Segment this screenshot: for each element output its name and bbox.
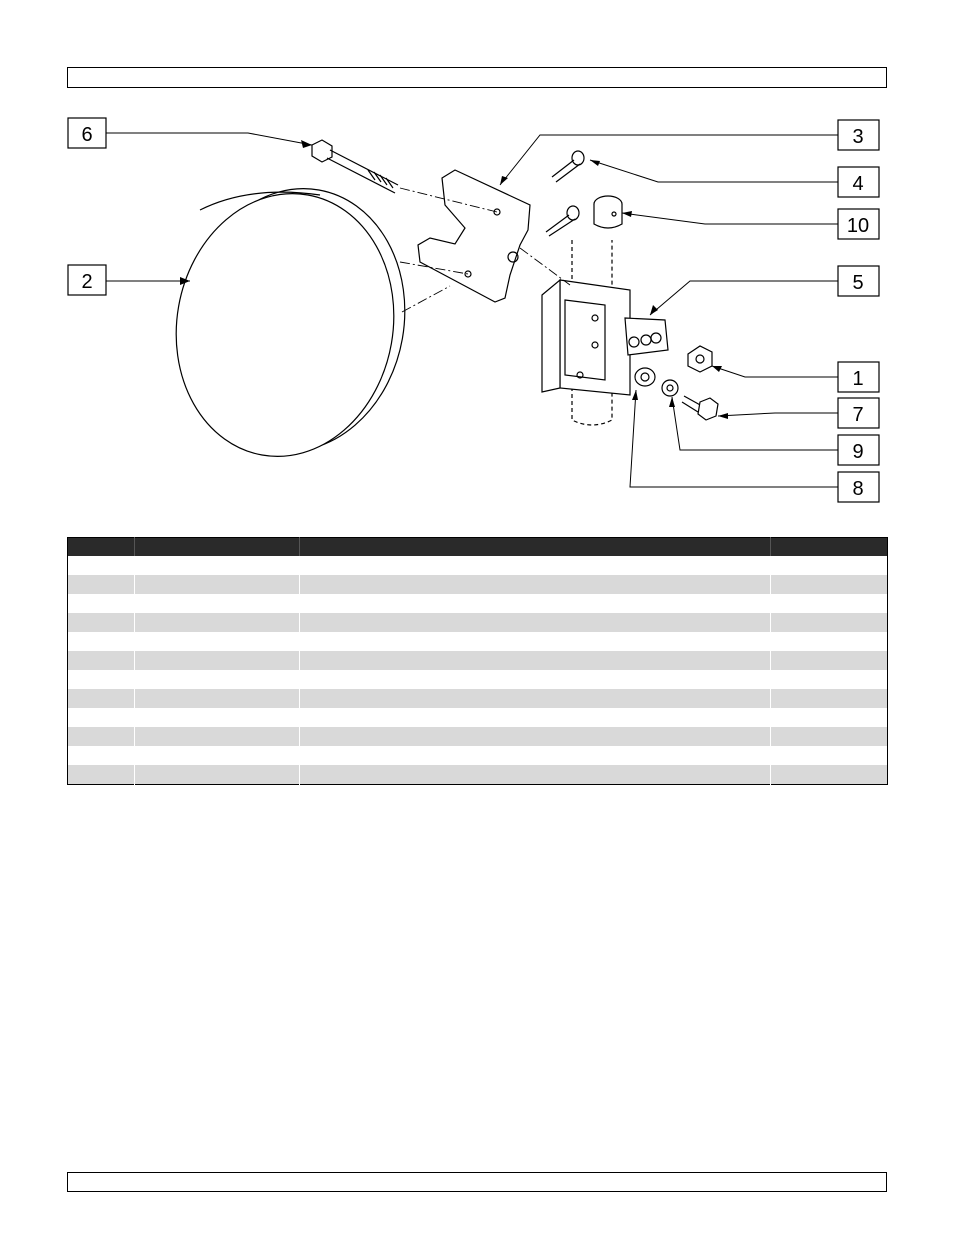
table-cell: [770, 765, 887, 785]
table-cell: [135, 670, 300, 689]
table-cell: [68, 765, 135, 785]
screw-upper-part: [552, 151, 584, 182]
table-cell: [135, 556, 300, 575]
table-row: [68, 670, 888, 689]
table-cell: [68, 613, 135, 632]
callout-label: 4: [852, 173, 864, 195]
table-cell: [770, 651, 887, 670]
table-cell: [68, 575, 135, 594]
table-cell: [135, 651, 300, 670]
callout-label: 10: [846, 215, 870, 237]
table-cell: [68, 727, 135, 746]
callout-label: 2: [81, 271, 93, 293]
callout-5: [838, 266, 879, 296]
table-cell: [68, 708, 135, 727]
table-cell: [135, 708, 300, 727]
table-cell: [300, 708, 771, 727]
table-cell: [770, 746, 887, 765]
tube-cap-part: [594, 196, 622, 228]
table-header-cell: [300, 538, 771, 557]
clamp-assembly-part: [542, 240, 668, 425]
table-cell: [135, 632, 300, 651]
table-cell: [770, 689, 887, 708]
callout-label: 7: [852, 404, 864, 426]
table-header-cell: [770, 538, 887, 557]
callout-label: 6: [81, 124, 93, 146]
table-row: [68, 556, 888, 575]
table-cell: [135, 746, 300, 765]
table-cell: [300, 765, 771, 785]
table-cell: [300, 689, 771, 708]
exploded-parts-diagram: [0, 0, 954, 520]
table-cell: [300, 651, 771, 670]
callout-8: [838, 472, 879, 502]
parts-list-table: [67, 537, 888, 785]
table-row: [68, 689, 888, 708]
table-cell: [770, 575, 887, 594]
table-cell: [135, 575, 300, 594]
table-cell: [68, 594, 135, 613]
callout-label: 5: [852, 272, 864, 294]
table-cell: [300, 670, 771, 689]
table-row: [68, 765, 888, 785]
callout-7: [838, 398, 879, 428]
table-cell: [770, 594, 887, 613]
table-cell: [770, 708, 887, 727]
callout-2: [68, 265, 106, 295]
table-row: [68, 746, 888, 765]
table-cell: [770, 613, 887, 632]
table-cell: [135, 765, 300, 785]
table-row: [68, 708, 888, 727]
table-row: [68, 727, 888, 746]
short-bolt-part: [682, 396, 718, 420]
screw-lower-part: [546, 206, 579, 236]
table-cell: [135, 727, 300, 746]
callout-label: 1: [852, 368, 864, 390]
table-cell: [770, 632, 887, 651]
table-cell: [770, 727, 887, 746]
callout-6: [68, 118, 106, 148]
table-cell: [68, 670, 135, 689]
callout-9: [838, 435, 879, 465]
table-cell: [300, 556, 771, 575]
long-bolt-part: [312, 140, 398, 193]
callout-4: [838, 167, 879, 197]
callout-1: [838, 362, 879, 392]
table-cell: [770, 556, 887, 575]
table-header-cell: [135, 538, 300, 557]
callout-label: 8: [852, 478, 864, 500]
spacer-part: [635, 368, 655, 386]
bracket-plate-part: [418, 170, 530, 302]
table-cell: [68, 651, 135, 670]
footplate-part: [156, 171, 426, 473]
callout-label: 3: [852, 126, 864, 148]
table-cell: [300, 632, 771, 651]
table-cell: [300, 613, 771, 632]
table-header-cell: [68, 538, 135, 557]
table-cell: [300, 746, 771, 765]
table-cell: [68, 556, 135, 575]
table-cell: [300, 575, 771, 594]
table-cell: [68, 632, 135, 651]
table-cell: [135, 689, 300, 708]
table-row: [68, 632, 888, 651]
footer-bar: [67, 1172, 887, 1192]
nut-part: [688, 346, 712, 372]
callout-label: 9: [852, 441, 864, 463]
table-row: [68, 575, 888, 594]
table-cell: [770, 670, 887, 689]
table-header-row: [68, 538, 888, 557]
washer-part: [662, 380, 678, 396]
callout-10: [838, 209, 879, 239]
table-cell: [135, 594, 300, 613]
callout-3: [838, 120, 879, 150]
table-cell: [68, 746, 135, 765]
table-cell: [135, 613, 300, 632]
table-row: [68, 613, 888, 632]
table-row: [68, 651, 888, 670]
table-row: [68, 594, 888, 613]
table-cell: [300, 594, 771, 613]
table-cell: [300, 727, 771, 746]
table-cell: [68, 689, 135, 708]
